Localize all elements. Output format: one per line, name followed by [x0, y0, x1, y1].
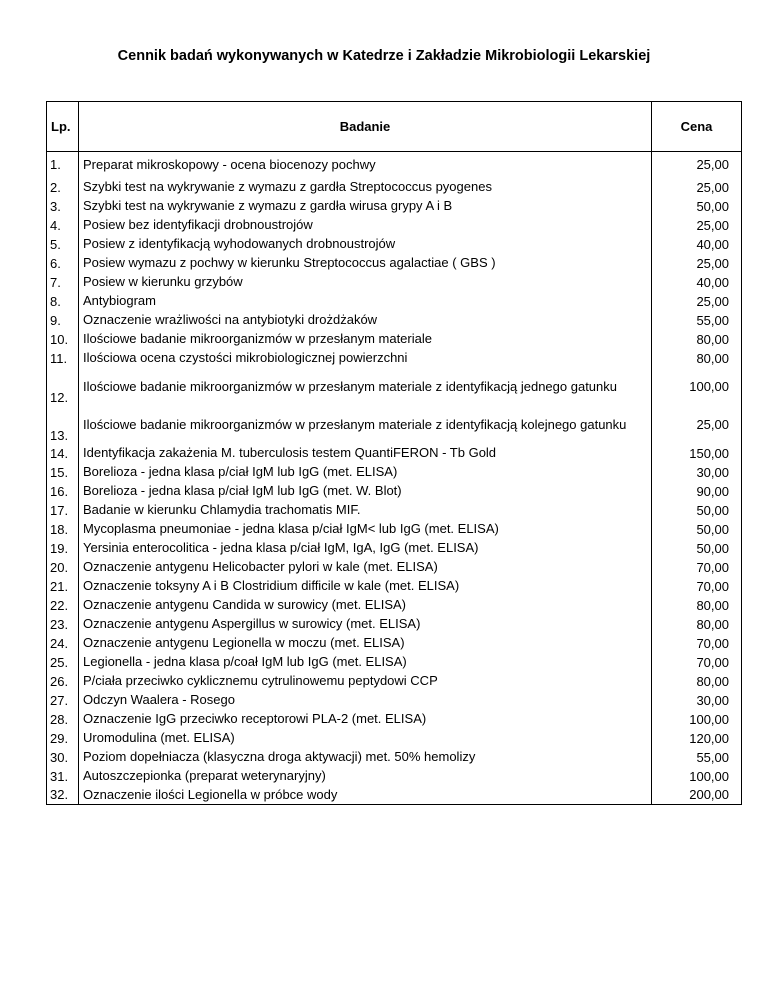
table-row — [47, 406, 742, 444]
test-price: 70,00 — [652, 558, 742, 577]
row-number: 26. — [47, 672, 79, 691]
table-row — [47, 482, 742, 501]
test-name: Szybki test na wykrywanie z wymazu z gardła Streptococcus pyogenes — [79, 178, 652, 197]
test-name: Autoszczepionka (preparat weterynaryjny) — [79, 767, 652, 786]
table-row — [47, 748, 742, 767]
row-number: 10. — [47, 330, 79, 349]
price-table — [46, 101, 742, 805]
test-name: Posiew wymazu z pochwy w kierunku Streptococcus agalactiae ( GBS ) — [79, 254, 652, 273]
header-cena: Cena — [652, 102, 742, 152]
test-price: 55,00 — [652, 748, 742, 767]
row-number: 19. — [47, 539, 79, 558]
table-row — [47, 786, 742, 805]
test-name: Badanie w kierunku Chlamydia trachomatis MIF. — [79, 501, 652, 520]
table-row — [47, 691, 742, 710]
test-price: 25,00 — [652, 178, 742, 197]
table-row — [47, 520, 742, 539]
row-number: 25. — [47, 653, 79, 672]
test-price: 55,00 — [652, 311, 742, 330]
table-row — [47, 710, 742, 729]
test-price: 50,00 — [652, 539, 742, 558]
row-number: 21. — [47, 577, 79, 596]
row-number: 12. — [47, 368, 79, 406]
table-row — [47, 178, 742, 197]
test-price: 80,00 — [652, 596, 742, 615]
row-number: 15. — [47, 463, 79, 482]
table-body — [47, 152, 742, 805]
test-name: Oznaczenie antygenu Aspergillus w surowicy (met. ELISA) — [79, 615, 652, 634]
test-name: Identyfikacja zakażenia M. tuberculosis testem QuantiFERON - Tb Gold — [79, 444, 652, 463]
test-price: 30,00 — [652, 463, 742, 482]
table-row — [47, 558, 742, 577]
test-price: 80,00 — [652, 615, 742, 634]
row-number: 32. — [47, 786, 79, 805]
test-price: 30,00 — [652, 691, 742, 710]
row-number: 4. — [47, 216, 79, 235]
test-name: Oznaczenie IgG przeciwko receptorowi PLA-2 (met. ELISA) — [79, 710, 652, 729]
test-name: Mycoplasma pneumoniae - jedna klasa p/ciał IgM< lub IgG (met. ELISA) — [79, 520, 652, 539]
test-name: Oznaczenie wrażliwości na antybiotyki drożdżaków — [79, 311, 652, 330]
test-price: 25,00 — [652, 406, 742, 444]
row-number: 11. — [47, 349, 79, 368]
test-price: 70,00 — [652, 634, 742, 653]
test-name: Antybiogram — [79, 292, 652, 311]
table-row — [47, 463, 742, 482]
test-name: Ilościowe badanie mikroorganizmów w przesłanym materiale — [79, 330, 652, 349]
table-row — [47, 292, 742, 311]
table-row — [47, 216, 742, 235]
test-price: 70,00 — [652, 577, 742, 596]
page-title: Cennik badań wykonywanych w Katedrze i Zakładzie Mikrobiologii Lekarskiej — [117, 48, 651, 64]
row-number: 17. — [47, 501, 79, 520]
test-price: 25,00 — [652, 152, 742, 178]
test-price: 50,00 — [652, 197, 742, 216]
test-price: 80,00 — [652, 349, 742, 368]
test-price: 90,00 — [652, 482, 742, 501]
table-row — [47, 634, 742, 653]
test-name: Borelioza - jedna klasa p/ciał IgM lub IgG (met. ELISA) — [79, 463, 652, 482]
table-row — [47, 152, 742, 178]
test-name: Ilościowe badanie mikroorganizmów w przesłanym materiale z identyfikacją jednego gatunku — [79, 368, 652, 406]
test-name: Posiew z identyfikacją wyhodowanych drobnoustrojów — [79, 235, 652, 254]
test-name: Szybki test na wykrywanie z wymazu z gardła wirusa grypy A i B — [79, 197, 652, 216]
test-price: 120,00 — [652, 729, 742, 748]
header-badanie: Badanie — [79, 102, 652, 152]
row-number: 29. — [47, 729, 79, 748]
table-row — [47, 615, 742, 634]
table-row — [47, 349, 742, 368]
test-name: Posiew w kierunku grzybów — [79, 273, 652, 292]
table-row — [47, 368, 742, 406]
test-price: 150,00 — [652, 444, 742, 463]
row-number: 2. — [47, 178, 79, 197]
row-number: 31. — [47, 767, 79, 786]
table-row — [47, 596, 742, 615]
test-price: 100,00 — [652, 368, 742, 406]
table-header-row — [47, 102, 742, 152]
test-name: Oznaczenie ilości Legionella w próbce wody — [79, 786, 652, 805]
row-number: 14. — [47, 444, 79, 463]
test-name: Oznaczenie toksyny A i B Clostridium difficile w kale (met. ELISA) — [79, 577, 652, 596]
table-row — [47, 330, 742, 349]
row-number: 6. — [47, 254, 79, 273]
table-row — [47, 235, 742, 254]
row-number: 20. — [47, 558, 79, 577]
test-price: 100,00 — [652, 767, 742, 786]
test-name: Posiew bez identyfikacji drobnoustrojów — [79, 216, 652, 235]
table-row — [47, 444, 742, 463]
row-number: 24. — [47, 634, 79, 653]
test-name: Poziom dopełniacza (klasyczna droga aktywacji) met. 50% hemolizy — [79, 748, 652, 767]
row-number: 8. — [47, 292, 79, 311]
row-number: 13. — [47, 406, 79, 444]
row-number: 5. — [47, 235, 79, 254]
test-price: 80,00 — [652, 672, 742, 691]
test-name: Yersinia enterocolitica - jedna klasa p/ciał IgM, IgA, IgG (met. ELISA) — [79, 539, 652, 558]
row-number: 1. — [47, 152, 79, 178]
row-number: 27. — [47, 691, 79, 710]
table-row — [47, 539, 742, 558]
test-price: 50,00 — [652, 520, 742, 539]
test-price: 40,00 — [652, 235, 742, 254]
test-price: 25,00 — [652, 292, 742, 311]
test-name: Oznaczenie antygenu Legionella w moczu (met. ELISA) — [79, 634, 652, 653]
table-row — [47, 273, 742, 292]
test-price: 200,00 — [652, 786, 742, 805]
test-name: Preparat mikroskopowy - ocena biocenozy pochwy — [79, 152, 652, 178]
test-name: Oznaczenie antygenu Candida w surowicy (met. ELISA) — [79, 596, 652, 615]
test-name: Legionella - jedna klasa p/coał IgM lub IgG (met. ELISA) — [79, 653, 652, 672]
row-number: 16. — [47, 482, 79, 501]
header-lp: Lp. — [47, 102, 79, 152]
row-number: 28. — [47, 710, 79, 729]
test-name: Ilościowe badanie mikroorganizmów w przesłanym materiale z identyfikacją kolejnego gatunku — [79, 406, 652, 444]
test-price: 100,00 — [652, 710, 742, 729]
table-row — [47, 672, 742, 691]
table-row — [47, 577, 742, 596]
test-name: P/ciała przeciwko cyklicznemu cytrulinowemu peptydowi CCP — [79, 672, 652, 691]
table-row — [47, 729, 742, 748]
test-name: Odczyn Waalera - Rosego — [79, 691, 652, 710]
row-number: 7. — [47, 273, 79, 292]
table-row — [47, 311, 742, 330]
table-row — [47, 501, 742, 520]
table-row — [47, 254, 742, 273]
test-price: 80,00 — [652, 330, 742, 349]
row-number: 9. — [47, 311, 79, 330]
test-price: 50,00 — [652, 501, 742, 520]
row-number: 3. — [47, 197, 79, 216]
test-price: 25,00 — [652, 216, 742, 235]
test-price: 70,00 — [652, 653, 742, 672]
test-name: Uromodulina (met. ELISA) — [79, 729, 652, 748]
row-number: 22. — [47, 596, 79, 615]
test-name: Ilościowa ocena czystości mikrobiologicznej powierzchni — [79, 349, 652, 368]
test-name: Borelioza - jedna klasa p/ciał IgM lub IgG (met. W. Blot) — [79, 482, 652, 501]
row-number: 23. — [47, 615, 79, 634]
table-row — [47, 767, 742, 786]
table-row — [47, 653, 742, 672]
test-price: 25,00 — [652, 254, 742, 273]
row-number: 30. — [47, 748, 79, 767]
test-price: 40,00 — [652, 273, 742, 292]
test-name: Oznaczenie antygenu Helicobacter pylori w kale (met. ELISA) — [79, 558, 652, 577]
row-number: 18. — [47, 520, 79, 539]
table-row — [47, 197, 742, 216]
